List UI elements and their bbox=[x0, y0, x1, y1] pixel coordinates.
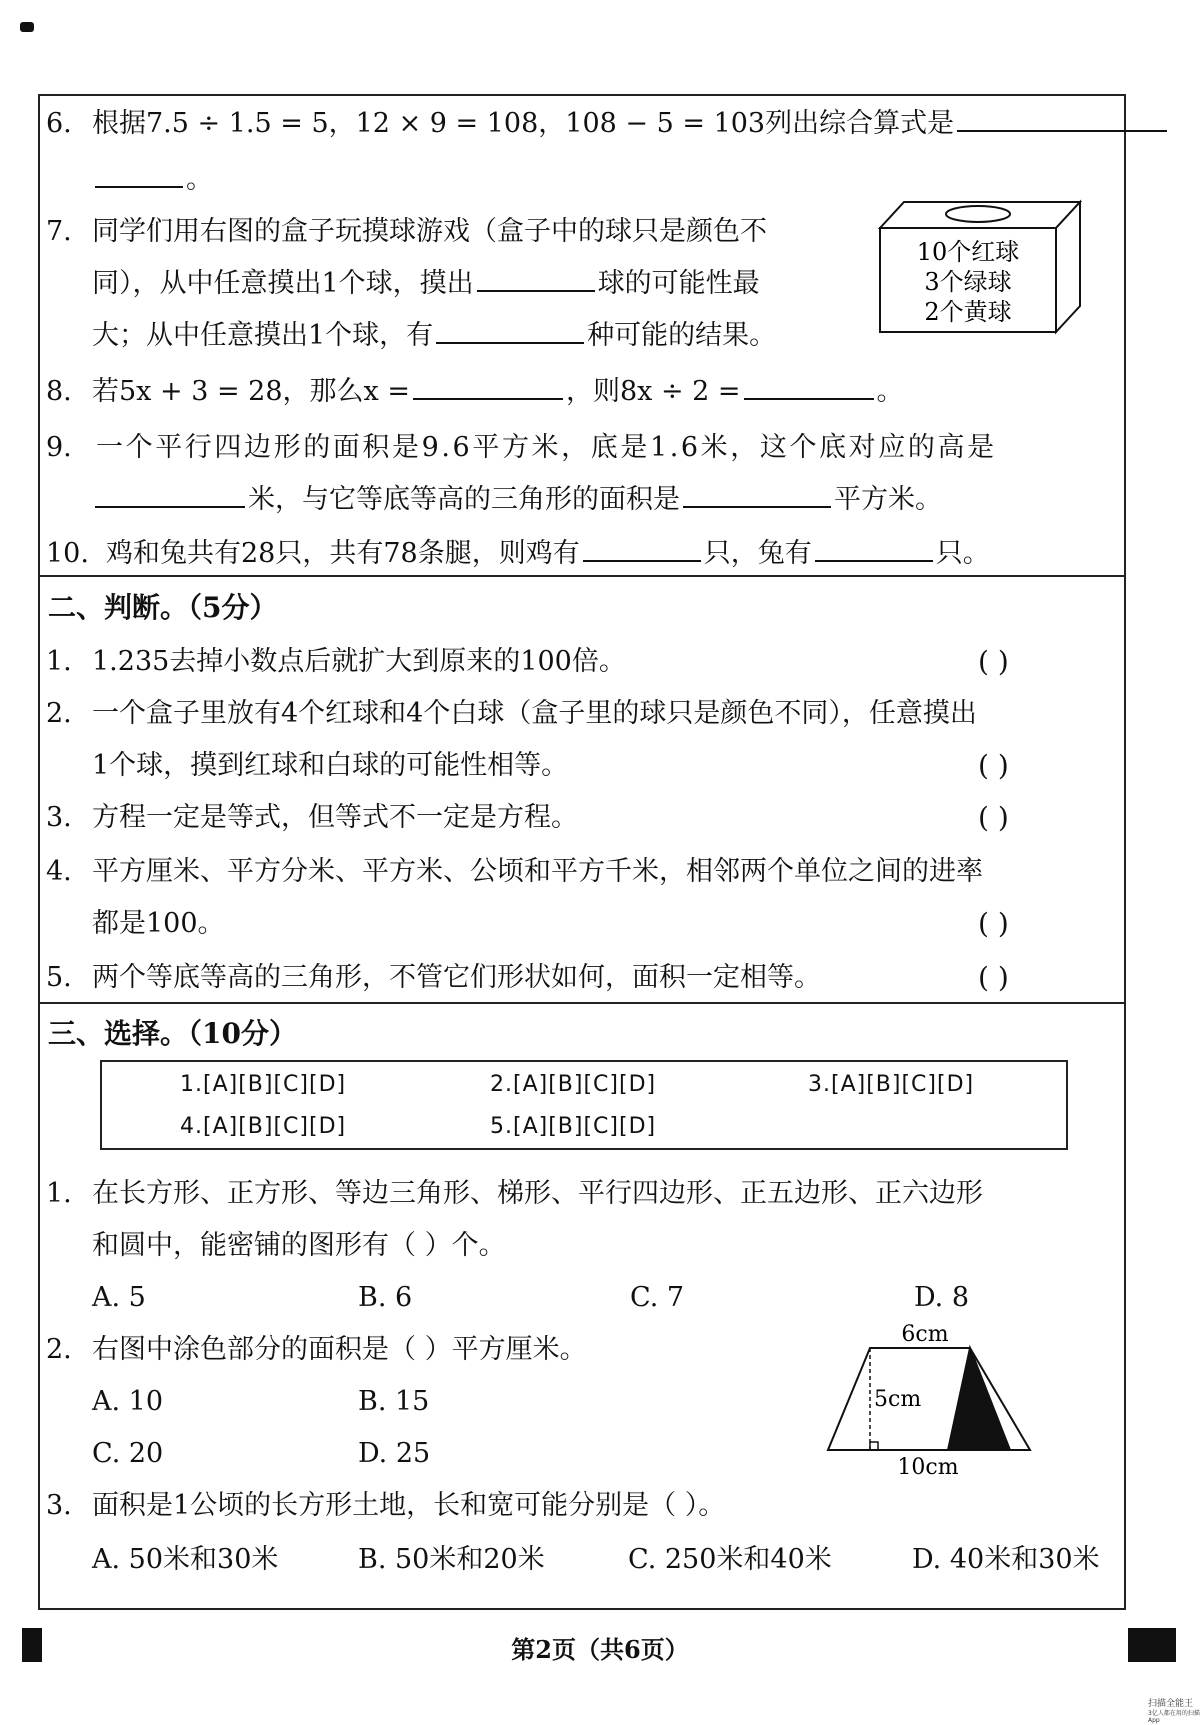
scanner-logo-icon bbox=[20, 22, 34, 32]
choice-1-option-d[interactable]: D. 8 bbox=[914, 1282, 970, 1313]
choice-2-option-d[interactable]: D. 25 bbox=[358, 1438, 431, 1469]
q10-blank-2[interactable] bbox=[815, 534, 933, 562]
registration-mark-right bbox=[1128, 1628, 1176, 1662]
judge-4-answer[interactable]: ( ) bbox=[978, 907, 1009, 940]
choice-1-text-1: 在长方形、正方形、等边三角形、梯形、平行四边形、正五边形、正六边形 bbox=[92, 1178, 983, 1209]
page-number: 第2页（共6页） bbox=[511, 1635, 689, 1664]
q9-line1: 一个平行四边形的面积是9.6平方米，底是1.6米，这个底对应的高是 bbox=[96, 432, 997, 463]
judge-section-title: 二、判断。（5分） bbox=[48, 591, 278, 624]
judge-3-text: 方程一定是等式，但等式不一定是方程。 bbox=[92, 802, 578, 833]
choice-3-option-c[interactable]: C. 250米和40米 bbox=[628, 1544, 832, 1575]
choice-3-text: 面积是1公顷的长方形土地，长和宽可能分别是（ ）。 bbox=[92, 1490, 726, 1521]
judge-1-text: 1.235去掉小数点后就扩大到原来的100倍。 bbox=[92, 646, 626, 677]
judge-2-number: 2. bbox=[46, 698, 72, 729]
q6-blank-2[interactable] bbox=[95, 160, 183, 188]
choice-1-option-b[interactable]: B. 6 bbox=[358, 1282, 413, 1313]
judge-3-number: 3. bbox=[46, 802, 72, 833]
choice-3-option-d[interactable]: D. 40米和30米 bbox=[912, 1544, 1100, 1575]
q6-text bbox=[92, 104, 1170, 144]
q10-text: 鸡和兔共有28只，共有78条腿，则鸡有 只，兔有 只。 bbox=[106, 534, 990, 574]
judge-5-number: 5. bbox=[46, 962, 72, 993]
choice-1-number: 1. bbox=[46, 1178, 72, 1209]
answer-sheet-q3[interactable]: 3.[A][B][C][D] bbox=[808, 1072, 975, 1097]
judge-5-text: 两个等底等高的三角形，不管它们形状如何，面积一定相等。 bbox=[92, 962, 821, 993]
judge-4-text-2: 都是100。 bbox=[92, 908, 225, 939]
q8-number: 8. bbox=[46, 376, 72, 407]
judge-4-number: 4. bbox=[46, 856, 72, 887]
q7-blank-1[interactable] bbox=[477, 264, 595, 292]
choice-3-number: 3. bbox=[46, 1490, 72, 1521]
judge-1-answer[interactable]: ( ) bbox=[978, 645, 1009, 678]
q8-text: 若5x + 3 = 28，那么x = ，则8x ÷ 2 = 。 bbox=[92, 372, 904, 412]
judge-2-answer[interactable]: ( ) bbox=[978, 749, 1009, 782]
choice-2-text: 右图中涂色部分的面积是（ ）平方厘米。 bbox=[92, 1334, 587, 1365]
answer-sheet bbox=[100, 1060, 1068, 1150]
judge-2-text-2: 1个球，摸到红球和白球的可能性相等。 bbox=[92, 750, 569, 781]
choice-2-number: 2. bbox=[46, 1334, 72, 1365]
q6-blank-1[interactable] bbox=[957, 104, 1167, 132]
q6-line2: 。 bbox=[92, 160, 213, 200]
choice-3-option-b[interactable]: B. 50米和20米 bbox=[358, 1544, 545, 1575]
choice-section-title: 三、选择。（10分） bbox=[48, 1017, 297, 1050]
fig-bottom-label: 10cm bbox=[897, 1455, 959, 1480]
judge-5-answer[interactable]: ( ) bbox=[978, 961, 1009, 994]
watermark-text: 扫描全能王 bbox=[1148, 1699, 1194, 1709]
registration-mark-left bbox=[22, 1628, 42, 1662]
fig-top-label: 6cm bbox=[901, 1322, 949, 1347]
fig-height-label: 5cm bbox=[874, 1387, 922, 1412]
q9-blank-2[interactable] bbox=[683, 480, 831, 508]
section-divider-1 bbox=[38, 575, 1126, 577]
q7-line2: 同），从中任意摸出1个球，摸出 球的可能性最 bbox=[92, 264, 760, 304]
choice-1-option-c[interactable]: C. 7 bbox=[630, 1282, 685, 1313]
q7-line3: 大；从中任意摸出1个球，有 种可能的结果。 bbox=[92, 316, 776, 356]
judge-3-answer[interactable]: ( ) bbox=[978, 801, 1009, 834]
answer-sheet-q4[interactable]: 4.[A][B][C][D] bbox=[180, 1114, 347, 1139]
q9-line2: 米，与它等底等高的三角形的面积是 平方米。 bbox=[92, 480, 942, 520]
choice-1-text-2: 和圆中，能密铺的图形有（ ）个。 bbox=[92, 1230, 506, 1261]
judge-1-number: 1. bbox=[46, 646, 72, 677]
q8-blank-1[interactable] bbox=[413, 372, 563, 400]
q6-number: 6. bbox=[46, 108, 72, 139]
q7-line1: 同学们用右图的盒子玩摸球游戏（盒子中的球只是颜色不 bbox=[92, 216, 767, 247]
q10-number: 10. bbox=[46, 538, 89, 569]
judge-2-text-1: 一个盒子里放有4个红球和4个白球（盒子里的球只是颜色不同），任意摸出 bbox=[92, 698, 977, 729]
watermark-subtext: 3亿人都在用的扫描App bbox=[1148, 1710, 1200, 1724]
ball-box-figure bbox=[878, 198, 1082, 338]
choice-2-option-c[interactable]: C. 20 bbox=[92, 1438, 164, 1469]
choice-2-option-b[interactable]: B. 15 bbox=[358, 1386, 430, 1417]
judge-4-text-1: 平方厘米、平方分米、平方米、公顷和平方千米，相邻两个单位之间的进率 bbox=[92, 856, 983, 887]
q8-blank-2[interactable] bbox=[744, 372, 874, 400]
choice-2-option-a[interactable]: A. 10 bbox=[92, 1386, 164, 1417]
q10-blank-1[interactable] bbox=[583, 534, 701, 562]
section-divider-2 bbox=[38, 1002, 1126, 1004]
box-label-green: 3个绿球 bbox=[924, 268, 1012, 296]
box-label-yellow: 2个黄球 bbox=[924, 298, 1012, 326]
q9-number: 9. bbox=[46, 432, 72, 463]
box-label-red: 10个红球 bbox=[916, 238, 1020, 266]
q7-number: 7. bbox=[46, 216, 72, 247]
choice-1-option-a[interactable]: A. 5 bbox=[92, 1282, 146, 1313]
answer-sheet-q1[interactable]: 1.[A][B][C][D] bbox=[180, 1072, 347, 1097]
answer-sheet-q2[interactable]: 2.[A][B][C][D] bbox=[490, 1072, 657, 1097]
trapezoid-figure bbox=[820, 1322, 1040, 1482]
choice-3-option-a[interactable]: A. 50米和30米 bbox=[92, 1544, 279, 1575]
q7-blank-2[interactable] bbox=[436, 316, 584, 344]
answer-sheet-q5[interactable]: 5.[A][B][C][D] bbox=[490, 1114, 657, 1139]
q9-blank-1[interactable] bbox=[95, 480, 245, 508]
q6-stem: 根据7.5 ÷ 1.5 = 5，12 × 9 = 108，108 − 5 = 103列出综合算式是 bbox=[92, 108, 955, 139]
